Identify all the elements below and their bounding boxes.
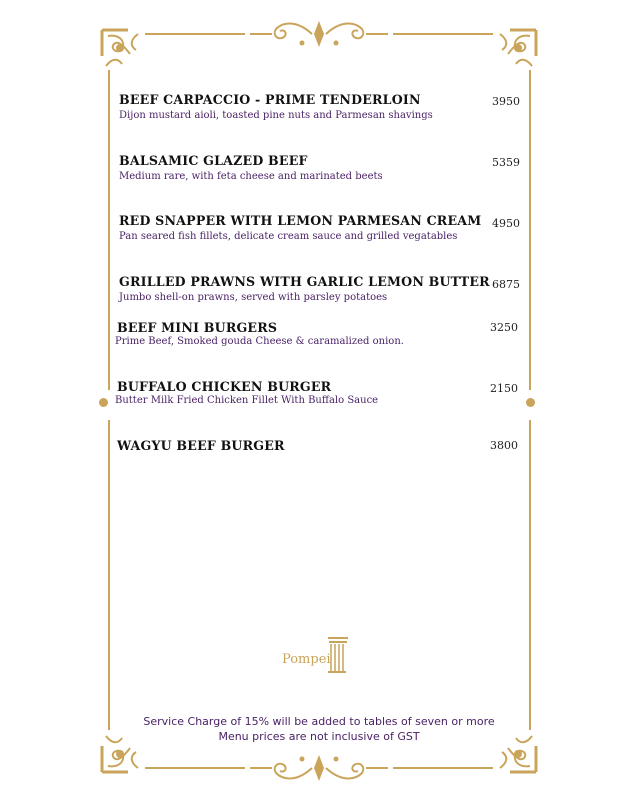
- item-description: Medium rare, with feta cheese and marinated beets: [119, 171, 383, 182]
- item-price: 5359: [492, 156, 520, 169]
- frame-left-upper: [108, 70, 110, 390]
- item-name: BALSAMIC GLAZED BEEF: [119, 153, 308, 168]
- corner-ornament-top-right: [494, 28, 538, 72]
- item-name: BUFFALO CHICKEN BURGER: [117, 379, 332, 394]
- item-description: Pan seared fish fillets, delicate cream sauce and grilled vegatables: [119, 231, 458, 242]
- item-name: BEEF MINI BURGERS: [117, 320, 278, 335]
- frame-right-upper: [529, 70, 531, 390]
- frame-bottom-left: [145, 767, 245, 769]
- logo-text: Pompei: [282, 652, 331, 667]
- item-price: 3950: [492, 95, 520, 108]
- column-icon: [328, 634, 348, 674]
- item-description: Dijon mustard aioli, toasted pine nuts and Parmesan shavings: [119, 110, 433, 121]
- frame-top-left: [145, 33, 245, 35]
- service-charge-note: Service Charge of 15% will be added to tables of seven or more: [143, 715, 495, 728]
- left-dot-ornament: [99, 398, 108, 407]
- item-price: 4950: [492, 217, 520, 230]
- pompei-logo: [282, 634, 352, 678]
- right-dot-ornament: [526, 398, 535, 407]
- item-price: 3800: [490, 439, 518, 452]
- frame-top-right: [393, 33, 493, 35]
- item-name: GRILLED PRAWNS WITH GARLIC LEMON BUTTER: [119, 274, 490, 289]
- frame-bottom-right: [393, 767, 493, 769]
- item-price: 3250: [490, 321, 518, 334]
- frame-right-lower: [529, 420, 531, 730]
- gst-note: Menu prices are not inclusive of GST: [218, 730, 420, 743]
- frame-left-lower: [108, 420, 110, 730]
- item-price: 2150: [490, 382, 518, 395]
- item-description: Butter Milk Fried Chicken Fillet With Buffalo Sauce: [115, 395, 379, 406]
- corner-ornament-top-left: [100, 28, 144, 72]
- bottom-center-ornament: [246, 751, 392, 785]
- item-price: 6875: [492, 278, 520, 291]
- item-description: Prime Beef, Smoked gouda Cheese & caramalized onion.: [115, 336, 404, 347]
- top-center-ornament: [246, 17, 392, 51]
- item-name: RED SNAPPER WITH LEMON PARMESAN CREAM: [119, 213, 482, 228]
- item-description: Jumbo shell-on prawns, served with parsley potatoes: [119, 292, 388, 303]
- item-name: WAGYU BEEF BURGER: [117, 438, 285, 453]
- item-name: BEEF CARPACCIO - PRIME TENDERLOIN: [119, 92, 421, 107]
